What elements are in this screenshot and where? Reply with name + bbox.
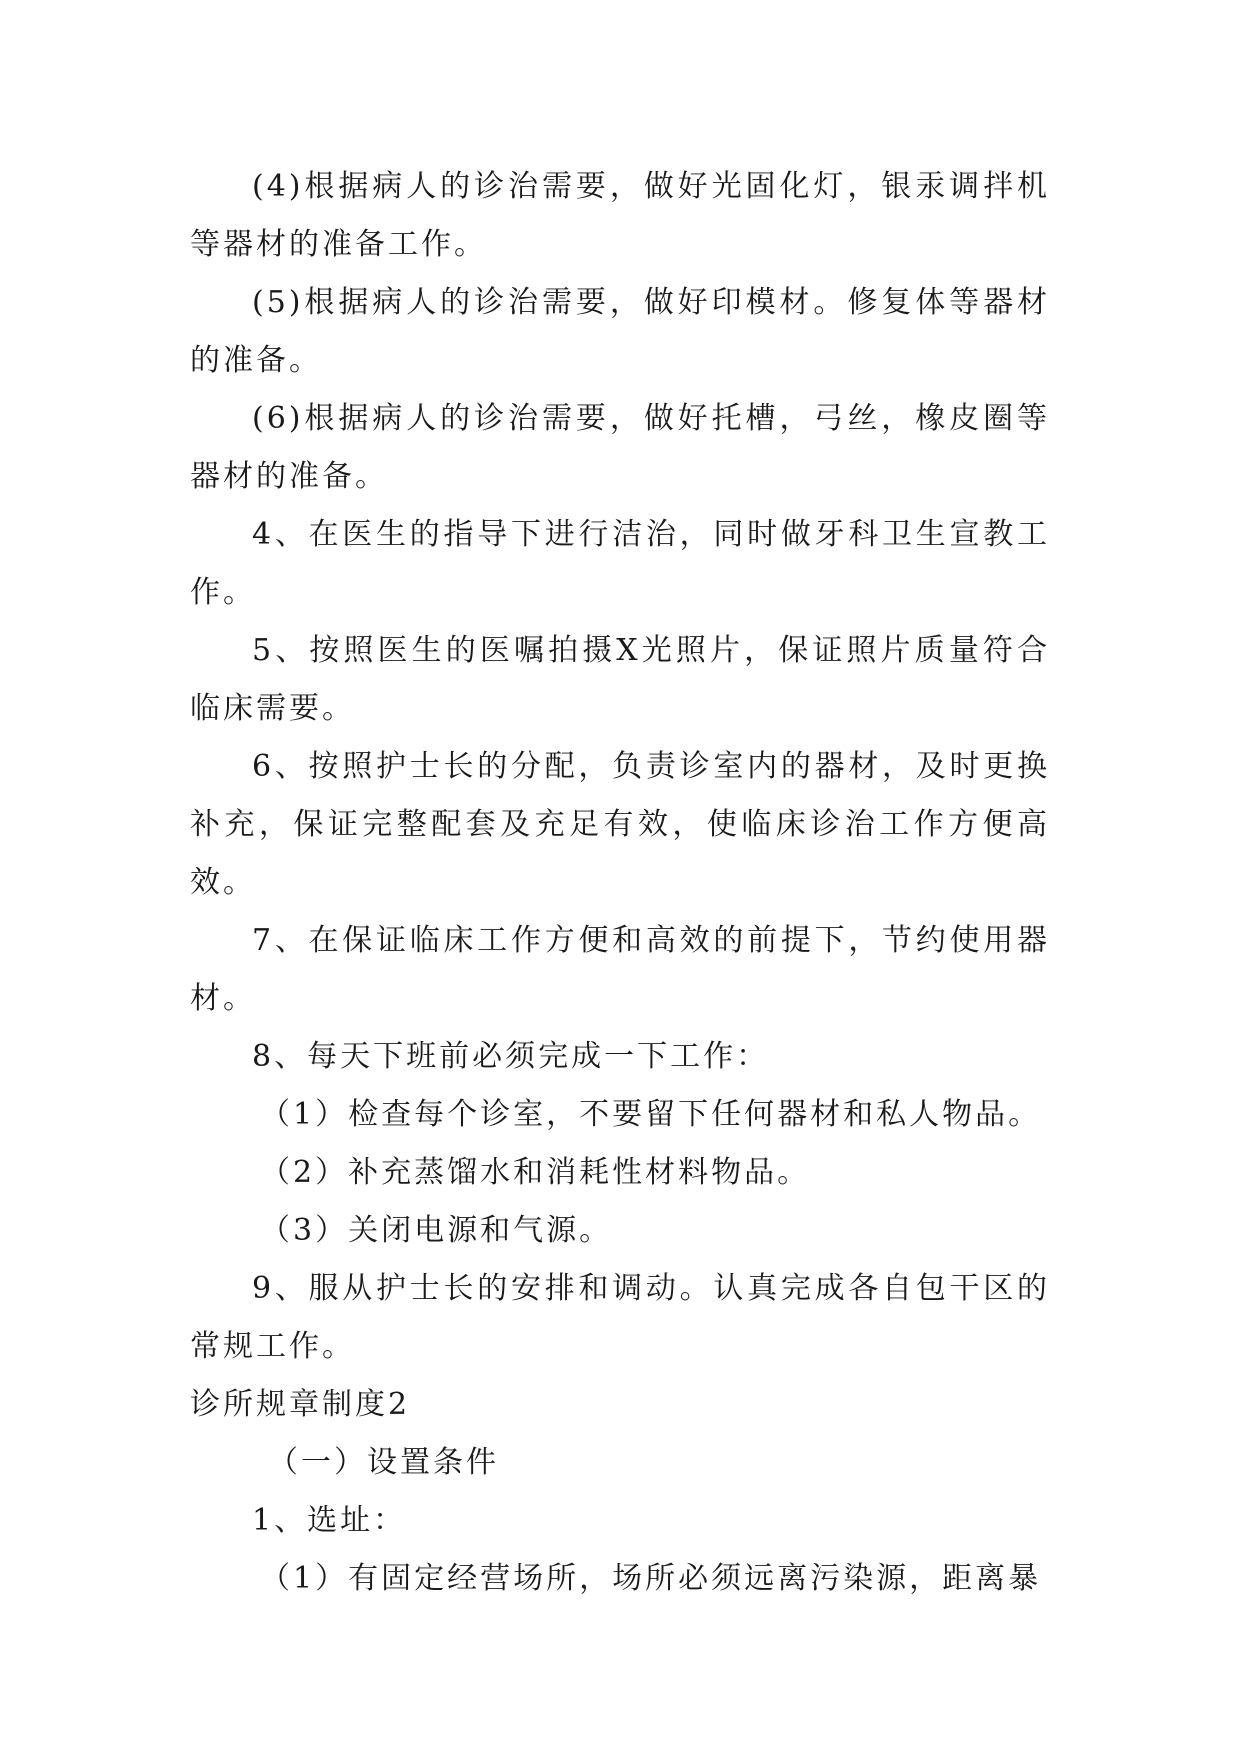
paragraph-rule-5: 5、按照医生的医嘱拍摄X光照片，保证照片质量符合临床需要。	[190, 633, 1050, 726]
paragraph-site-item-1: （1）有固定经营场所，场所必须远离污染源，距离暴	[260, 1561, 1042, 1596]
subsection-heading: （一）设置条件	[268, 1445, 499, 1480]
paragraph-item-6: (6)根据病人的诊治需要，做好托槽，弓丝，橡皮圈等器材的准备。	[190, 401, 1050, 494]
document-body	[190, 158, 1050, 1608]
paragraph-item-4: (4)根据病人的诊治需要，做好光固化灯，银汞调拌机等器材的准备工作。	[190, 169, 1050, 262]
section-heading: 诊所规章制度2	[190, 1387, 411, 1422]
paragraph-rule-4: 4、在医生的指导下进行洁治，同时做牙科卫生宣教工作。	[190, 517, 1050, 610]
paragraph-rule-6: 6、按照护士长的分配，负责诊室内的器材，及时更换补充，保证完整配套及充足有效，使临床诊治工作方便高效。	[190, 749, 1050, 900]
paragraph-subitem-1: （1）检查每个诊室，不要留下任何器材和私人物品。	[260, 1097, 1042, 1132]
paragraph-subitem-3: （3）关闭电源和气源。	[260, 1213, 613, 1248]
paragraph-rule-9: 9、服从护士长的安排和调动。认真完成各自包干区的常规工作。	[190, 1271, 1050, 1364]
paragraph-item-5: (5)根据病人的诊治需要，做好印模材。修复体等器材的准备。	[190, 285, 1050, 378]
paragraph-subitem-2: （2）补充蒸馏水和消耗性材料物品。	[260, 1155, 811, 1190]
paragraph-rule-8: 8、每天下班前必须完成一下工作：	[252, 1039, 770, 1074]
paragraph-rule-7: 7、在保证临床工作方便和高效的前提下，节约使用器材。	[190, 923, 1050, 1016]
paragraph-site-selection: 1、选址：	[252, 1503, 407, 1538]
